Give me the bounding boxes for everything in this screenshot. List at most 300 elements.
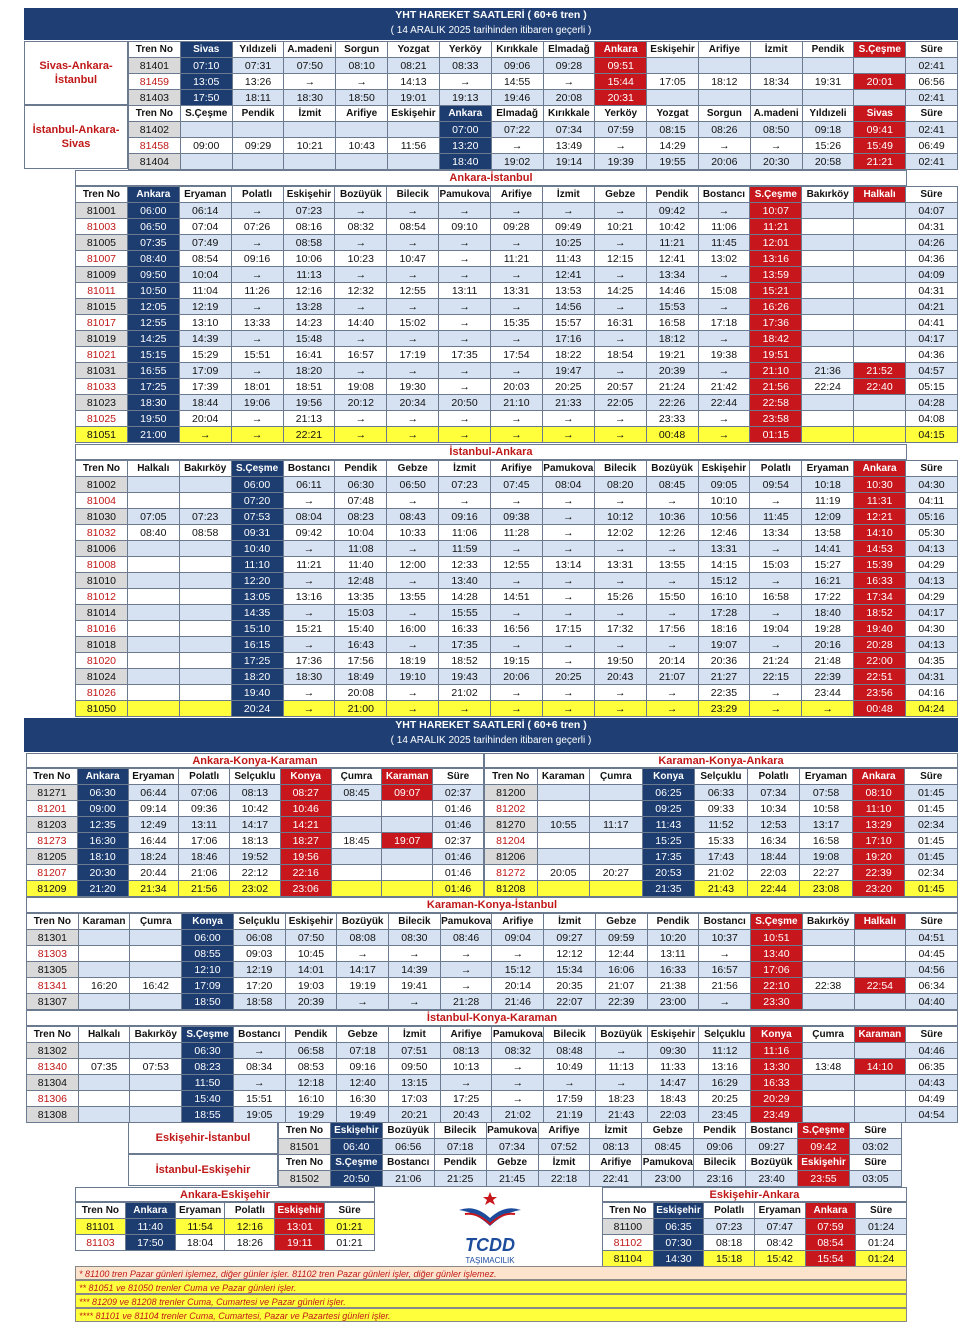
time-cell: 17:15 [542,621,594,637]
time-cell [802,395,854,411]
time-cell: 09:33 [695,801,748,817]
time-cell: 20:14 [646,653,698,669]
time-cell: 06:30 [77,785,128,801]
table-row [27,785,484,801]
time-cell: 12:26 [646,525,698,541]
time-cell: 15:48 [283,331,335,347]
time-cell: 20:24 [231,701,283,717]
column-header: Selçuklu [695,769,748,785]
time-cell: → [491,573,543,589]
time-cell: 20:27 [590,865,643,881]
table-row [76,637,958,653]
column-header: Bakırköy [802,914,854,930]
time-cell: 09:05 [698,477,750,493]
time-cell: 19:39 [595,154,647,170]
time-cell: → [544,1075,596,1091]
time-cell: 07:53 [130,1059,182,1075]
time-cell: → [646,701,698,717]
time-cell: 09:28 [491,219,543,235]
train-number: 81019 [76,331,128,347]
time-cell: → [387,573,439,589]
time-cell [854,203,906,219]
time-cell: 08:27 [280,785,331,801]
section-title: Karaman-Konya-Ankara [484,753,958,768]
table-row [27,1043,958,1059]
time-cell: 01:46 [433,865,484,881]
time-cell: 14:17 [337,962,389,978]
time-cell: 08:33 [439,58,491,74]
time-cell: 12:20 [231,573,283,589]
time-cell: 09:51 [595,58,647,74]
time-cell: 18:58 [233,994,285,1010]
time-cell [78,1091,130,1107]
time-cell: 14:17 [230,817,281,833]
time-cell: 08:45 [642,1139,694,1155]
column-header: Polatlı [231,187,283,203]
time-cell: 18:16 [698,621,750,637]
time-cell: 15:18 [704,1251,755,1267]
time-cell [854,1075,906,1091]
train-number: 81204 [485,833,538,849]
column-header: Eskişehir [798,1155,850,1171]
train-number: 81340 [27,1059,79,1075]
time-cell: 18:01 [231,379,283,395]
time-cell: 15:26 [802,138,854,154]
time-cell: 20:04 [179,411,231,427]
time-cell: 18:04 [175,1235,225,1251]
time-cell [802,315,854,331]
time-cell: 23:40 [746,1171,798,1187]
time-cell [590,785,643,801]
time-cell: 20:12 [335,395,387,411]
table-row [279,1139,902,1155]
time-cell: 22:05 [594,395,646,411]
header-row [27,914,958,930]
time-cell [78,1075,130,1091]
time-cell: 21:46 [492,994,544,1010]
time-cell: 13:34 [646,267,698,283]
time-cell: → [387,331,439,347]
time-cell: → [387,493,439,509]
column-header: Tren No [129,42,181,58]
time-cell: 17:09 [182,978,234,994]
train-number: 81050 [76,701,128,717]
time-cell: → [698,138,750,154]
time-cell: 01:45 [905,849,958,865]
time-cell: → [595,1043,647,1059]
time-cell: → [439,493,491,509]
time-cell: 21:00 [127,427,179,443]
footnote: *** 81209 ve 81208 trenler Cuma, Cumartesi ve Pazar günleri işler. [75,1294,907,1308]
time-cell: 16:58 [800,833,853,849]
train-number: 81341 [27,978,79,994]
time-cell: 09:06 [491,58,543,74]
time-cell: 09:30 [647,1043,699,1059]
time-cell: 07:34 [543,122,595,138]
time-cell: 04:11 [906,493,958,509]
time-cell: 18:19 [387,653,439,669]
time-cell: 20:36 [698,653,750,669]
time-cell: 20:43 [440,1107,492,1123]
time-cell: 19:05 [233,1107,285,1123]
time-cell: 12:46 [698,525,750,541]
time-cell: 15:08 [698,283,750,299]
time-cell: 06:33 [695,785,748,801]
time-cell: → [439,363,491,379]
time-cell [802,331,854,347]
time-cell: 12:19 [233,962,285,978]
time-cell: 19:56 [280,849,331,865]
time-cell: → [594,299,646,315]
time-cell: 08:13 [590,1139,642,1155]
time-cell: 13:53 [542,283,594,299]
time-cell: 15:25 [642,833,695,849]
table-ankara-karaman [26,768,484,897]
column-header: Süre [849,1155,901,1171]
time-cell: 17:43 [695,849,748,865]
column-header: Tren No [485,769,538,785]
time-cell: 08:04 [542,477,594,493]
time-cell: 11:21 [491,251,543,267]
table-eskisehir-istanbul [278,1122,902,1155]
time-cell: 02:41 [906,90,958,106]
column-header: Tren No [603,1203,654,1219]
time-cell: → [439,701,491,717]
time-cell: 11:33 [647,1059,699,1075]
time-cell: 14:39 [179,331,231,347]
time-cell: 07:00 [439,122,491,138]
time-cell: 09:54 [750,477,802,493]
time-cell: 21:10 [750,363,802,379]
column-header: Polatlı [747,769,800,785]
time-cell [854,347,906,363]
time-cell [802,203,854,219]
time-cell: 11:06 [698,219,750,235]
time-cell: 08:13 [440,1043,492,1059]
time-cell: 08:26 [698,122,750,138]
time-cell: 20:08 [543,90,595,106]
time-cell [802,347,854,363]
time-cell: 18:50 [336,90,388,106]
time-cell: 11:26 [231,283,283,299]
time-cell: 08:15 [647,122,699,138]
table-row [129,154,958,170]
column-header: İzmit [389,1027,441,1043]
train-number: 81273 [27,833,78,849]
route-label: İstanbul-Ankara-Sivas [24,105,128,169]
time-cell: 10:20 [647,930,699,946]
time-cell: 04:51 [906,930,958,946]
time-cell: → [491,331,543,347]
time-cell: 19:06 [231,395,283,411]
column-header: Eryaman [175,1203,225,1219]
time-cell: 22:44 [747,881,800,897]
time-cell: 04:54 [906,1107,958,1123]
header-row [129,42,958,58]
time-cell: 11:40 [335,557,387,573]
time-cell: 07:30 [653,1235,704,1251]
time-cell: 14:41 [802,541,854,557]
time-cell: → [594,493,646,509]
time-cell: 09:16 [231,251,283,267]
time-cell: 23:08 [800,881,853,897]
header-row [279,1123,902,1139]
time-cell: → [594,235,646,251]
time-cell: 07:45 [491,477,543,493]
time-cell: 19:38 [698,347,750,363]
time-cell: 13:49 [543,138,595,154]
time-cell: → [231,427,283,443]
train-number: 81207 [27,865,78,881]
column-header: Halkalı [78,1027,130,1043]
table-row [485,881,958,897]
time-cell: 12:21 [854,509,906,525]
time-cell: → [750,701,802,717]
table-row [76,363,958,379]
column-header: Eryaman [754,1203,805,1219]
time-cell: 11:50 [182,1075,234,1091]
time-cell [802,1043,854,1059]
time-cell: 08:54 [387,219,439,235]
column-header: Eskişehir [647,1027,699,1043]
column-header: Pendik [335,461,387,477]
table-row [76,525,958,541]
time-cell: 13:10 [179,315,231,331]
time-cell: 07:23 [439,477,491,493]
time-cell: 01:24 [856,1235,907,1251]
time-cell: 11:12 [699,1043,751,1059]
time-cell: 04:35 [906,653,958,669]
table-row [129,138,958,154]
time-cell: 19:55 [647,154,699,170]
time-cell: 13:01 [275,1219,325,1235]
column-header: Eryaman [800,769,853,785]
time-cell: 20:30 [77,865,128,881]
time-cell: 09:42 [283,525,335,541]
column-header: Ankara [805,1203,856,1219]
column-header: Kırıkkale [491,42,543,58]
time-cell: 04:36 [906,347,958,363]
time-cell [78,1107,130,1123]
time-cell: → [646,637,698,653]
column-header: Süre [325,1203,375,1219]
train-number: 81001 [76,203,128,219]
time-cell: 22:10 [751,978,803,994]
time-cell: 22:35 [698,685,750,701]
table-row [485,801,958,817]
time-cell: → [492,1059,544,1075]
time-cell: 15:12 [492,962,544,978]
column-header: Ankara [852,769,905,785]
time-cell: → [440,1075,492,1091]
time-cell: 04:07 [906,203,958,219]
time-cell: → [491,685,543,701]
train-number: 81502 [279,1171,331,1187]
time-cell: 04:17 [906,605,958,621]
time-cell: → [439,331,491,347]
column-header: Yerköy [439,42,491,58]
train-number: 81032 [76,525,128,541]
time-cell: 17:35 [439,637,491,653]
time-cell [537,785,590,801]
time-cell: 13:35 [335,589,387,605]
time-cell: 09:29 [232,138,284,154]
column-header: Süre [906,1027,958,1043]
time-cell: 22:39 [802,669,854,685]
time-cell: 08:08 [337,930,389,946]
time-cell: 14:23 [283,315,335,331]
time-cell [179,685,231,701]
time-cell: 14:21 [280,817,331,833]
column-header: İzmit [750,42,802,58]
time-cell: → [594,411,646,427]
time-cell: 09:10 [439,219,491,235]
column-header: Arifiye [491,187,543,203]
time-cell: → [595,1075,647,1091]
time-cell: 21:10 [491,395,543,411]
time-cell: 05:30 [906,525,958,541]
time-cell: → [387,701,439,717]
header-banner-1 [24,8,958,40]
time-cell: 16:33 [751,1075,803,1091]
time-cell: → [439,315,491,331]
time-cell: 19:40 [854,621,906,637]
time-cell: 04:31 [906,219,958,235]
time-cell: 23:16 [694,1171,746,1187]
time-cell [854,315,906,331]
column-header: Karaman [382,769,433,785]
time-cell: 06:00 [182,930,234,946]
column-header: Tren No [129,106,181,122]
column-header: Arifiye [336,106,388,122]
time-cell: → [750,138,802,154]
time-cell: 21:33 [542,395,594,411]
time-cell: 11:43 [642,817,695,833]
time-cell: 04:31 [906,669,958,685]
time-cell [537,881,590,897]
time-cell [854,427,906,443]
time-cell: → [594,685,646,701]
train-number: 81303 [27,946,79,962]
time-cell: 13:16 [750,251,802,267]
train-number: 81271 [27,785,78,801]
time-cell: 15:53 [646,299,698,315]
time-cell: 08:40 [127,251,179,267]
train-number: 81401 [129,58,181,74]
train-number: 81024 [76,669,128,685]
time-cell: 08:32 [335,219,387,235]
time-cell: 07:51 [389,1043,441,1059]
time-cell: 12:05 [127,299,179,315]
time-cell: 18:30 [284,90,336,106]
column-header: Gebze [337,1027,389,1043]
table-row [76,669,958,685]
time-cell: 16:10 [698,589,750,605]
column-header: Süre [906,461,958,477]
time-cell: 14:39 [389,962,441,978]
time-cell: → [491,605,543,621]
column-header: Bilecik [389,914,441,930]
header-row [279,1155,902,1171]
time-cell: 18:44 [747,849,800,865]
time-cell [331,865,382,881]
time-cell: 17:28 [698,605,750,621]
time-cell: 04:09 [906,267,958,283]
time-cell: 18:52 [854,605,906,621]
time-cell: 20:57 [594,379,646,395]
column-header: Bostancı [746,1123,798,1139]
time-cell [802,219,854,235]
time-cell: 19:47 [542,363,594,379]
train-number: 81025 [76,411,128,427]
time-cell: 21:56 [750,379,802,395]
route-label: İstanbul-Eskişehir [128,1154,278,1186]
train-number: 81306 [27,1091,79,1107]
time-cell: 06:49 [906,138,958,154]
time-cell [180,122,232,138]
column-header: Polatlı [750,461,802,477]
time-cell: 11:16 [751,1043,803,1059]
time-cell: 08:45 [331,785,382,801]
time-cell: → [491,541,543,557]
table-row [279,1171,902,1187]
time-cell: 12:55 [127,315,179,331]
time-cell: 22:21 [283,427,335,443]
header-row [129,106,958,122]
time-cell: 15:15 [127,347,179,363]
time-cell: → [233,1043,285,1059]
time-cell: 22:54 [854,978,906,994]
header-banner-2 [24,718,958,752]
footnote: ** 81051 ve 81050 trenler Cuma ve Pazar günleri işler. [75,1280,907,1294]
table-row [27,930,958,946]
time-cell: → [750,541,802,557]
time-cell: 07:10 [180,58,232,74]
column-header: Selçuklu [230,769,281,785]
time-cell: 08:16 [283,219,335,235]
time-cell: 01:46 [433,817,484,833]
time-cell: 22:24 [802,379,854,395]
table-row [76,203,958,219]
time-cell: 18:20 [231,669,283,685]
train-number: 81016 [76,621,128,637]
column-header: Bilecik [544,1027,596,1043]
time-cell: 13:55 [646,557,698,573]
time-cell: 19:07 [382,833,433,849]
train-number: 81033 [76,379,128,395]
train-number: 81209 [27,881,78,897]
time-cell [854,1091,906,1107]
time-cell: 08:46 [440,930,492,946]
time-cell: 12:19 [179,299,231,315]
time-cell: 10:40 [231,541,283,557]
table-row [76,509,958,525]
time-cell: 19:15 [491,653,543,669]
time-cell: → [231,203,283,219]
column-header: Ankara [595,42,647,58]
column-header: Pamukova [542,461,594,477]
time-cell: 17:22 [802,589,854,605]
column-header: İzmit [439,461,491,477]
column-header: Tren No [76,187,128,203]
column-header: İzmit [542,187,594,203]
time-cell: 15:21 [283,621,335,637]
column-header: Bozüyük [337,914,389,930]
table-istanbul-karaman [26,1026,958,1123]
time-cell [802,1107,854,1123]
table-row [76,331,958,347]
column-header: Ankara [854,461,906,477]
